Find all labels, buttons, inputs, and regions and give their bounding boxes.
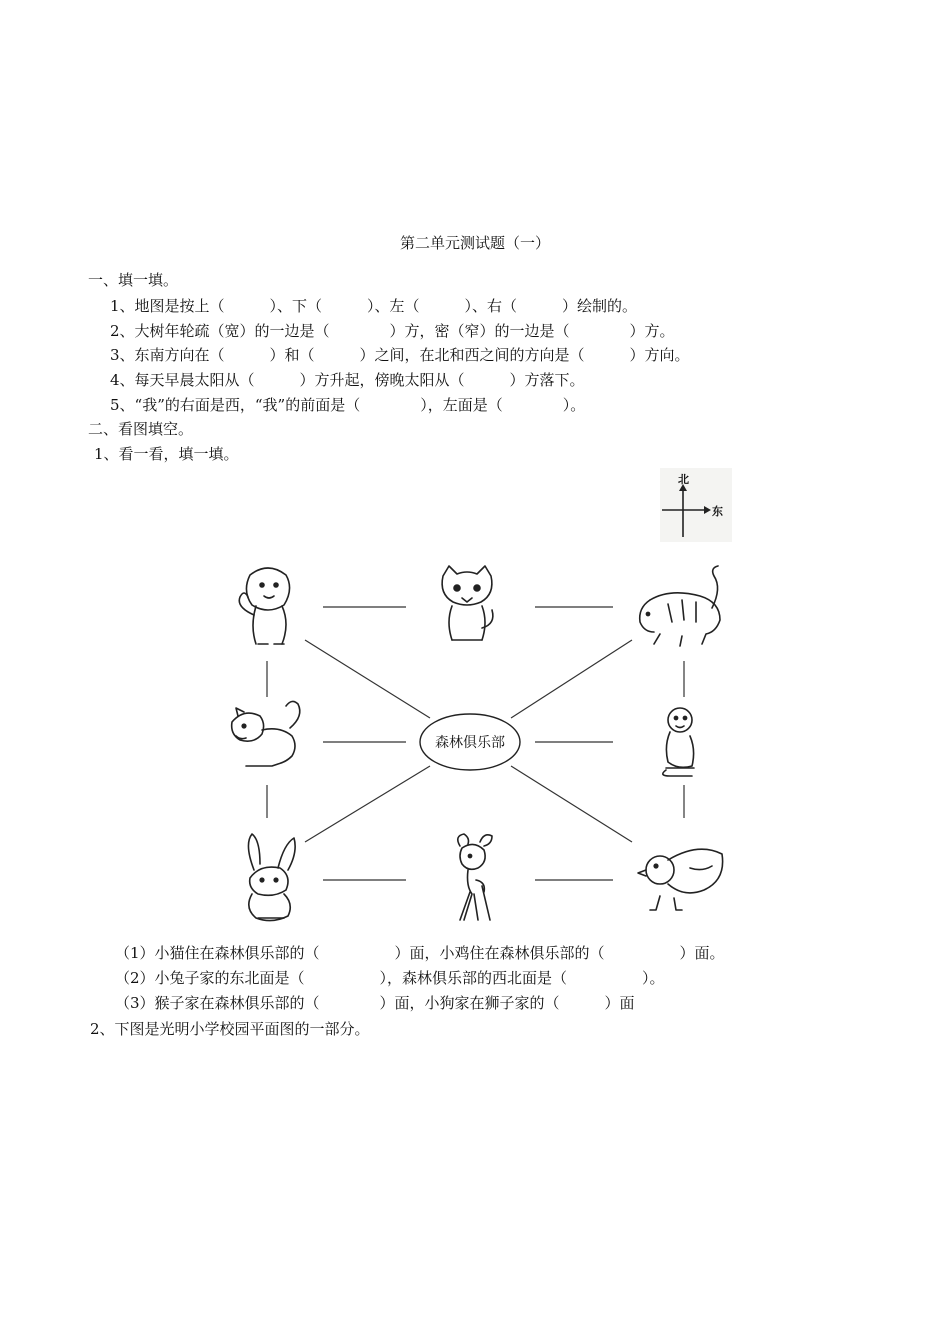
- question-1-2: 2、大树年轮疏（宽）的一边是（ ）方，密（窄）的一边是（ ）方。: [110, 322, 675, 340]
- subsection-2-2: 2、下图是光明小学校园平面图的一部分。: [90, 1020, 370, 1038]
- forest-club-label: 森林俱乐部: [435, 735, 505, 751]
- section1-heading: 一、填一填。: [88, 271, 179, 289]
- monkey-icon: [663, 708, 694, 776]
- question-1-5: 5、“我”的右面是西，“我”的前面是（ ），左面是（ ）。: [110, 396, 586, 414]
- compass-east-label: 东: [712, 505, 723, 518]
- section2-heading: 二、看图填空。: [88, 420, 194, 438]
- question-1-4: 4、每天早晨太阳从（ ）方升起，傍晚太阳从（ ）方落下。: [110, 371, 585, 389]
- question-1-1: 1、地图是按上（ ）、下（ ）、左（ ）、右（ ）绘制的。: [110, 297, 638, 315]
- deer-icon: [458, 834, 492, 920]
- question-1-3: 3、东南方向在（ ）和（ ）之间，在北和西之间的方向是（ ）方向。: [110, 346, 690, 364]
- subsection-2-1: 1、看一看，填一填。: [94, 445, 239, 463]
- compass-north-label: 北: [678, 473, 689, 486]
- rabbit-icon: [248, 834, 295, 921]
- lion-icon: [239, 568, 289, 644]
- figure-question-2: （2）小兔子家的东北面是（ ），森林俱乐部的西北面是（ ）。: [115, 969, 665, 987]
- figure-question-3: （3）猴子家在森林俱乐部的（ ）面，小狗家在狮子家的（ ）面: [115, 994, 635, 1012]
- chick-icon: [638, 849, 723, 910]
- figure-question-1: （1）小猫住在森林俱乐部的（ ）面，小鸡住在森林俱乐部的（ ）面。: [115, 944, 725, 962]
- compass: [660, 468, 732, 542]
- dog-icon: [232, 701, 300, 766]
- cat-icon: [442, 566, 493, 640]
- forest-club-center: [420, 714, 520, 770]
- page-title: 第二单元测试题（一）: [399, 234, 550, 252]
- tiger-icon: [640, 566, 720, 646]
